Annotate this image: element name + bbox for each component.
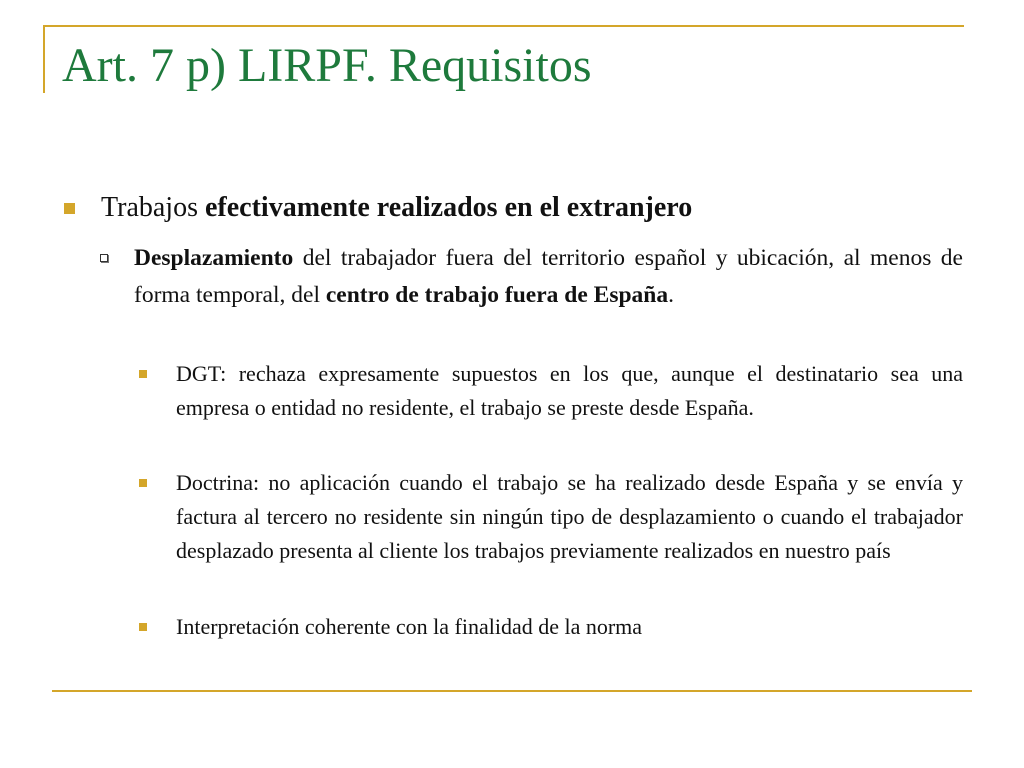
square-bullet-icon	[139, 370, 147, 378]
bullet-level2-bold-start: Desplazamiento	[134, 245, 294, 271]
bullet-level1-bold: efectivamente realizados en el extranjero	[204, 192, 693, 223]
bullet-level2-text	[134, 240, 963, 314]
bullet-level3-text: Doctrina: no aplicación cuando el trabajo se ha realizado desde España y se envía y factura al tercero no residente sin ningún tipo de desplazamiento o cuando el trabajador desplazado presenta al cliente los trabajos previamente realizados en nuestro país	[176, 470, 963, 563]
top-frame-line	[43, 25, 964, 27]
bullet-level2-bold-end: centro de trabajo fuera de España	[325, 282, 669, 308]
bullet-level3-text: Interpretación coherente con la finalidad de la norma	[176, 614, 643, 639]
bullet-level3-text: DGT: rechaza expresamente supuestos en los que, aunque el destinatario sea una empresa o entidad no residente, el trabajo se preste desde España.	[176, 361, 963, 420]
bullet-level2-end: .	[668, 282, 674, 308]
square-bullet-icon	[64, 203, 75, 214]
bullet-level2	[100, 240, 963, 314]
bullet-level1	[64, 190, 692, 226]
square-bullet-icon	[139, 623, 147, 631]
bullet-level2-middle: del trabajador fuera del territorio español y ubicación, al menos de forma temporal, del	[134, 245, 963, 308]
bullet-level3-interpretacion	[139, 610, 963, 644]
square-bullet-icon	[139, 479, 147, 487]
bottom-divider-line	[52, 690, 972, 692]
bullet-level3-doctrina	[139, 466, 963, 568]
left-frame-line	[43, 25, 45, 93]
bullet-level1-text	[101, 190, 692, 226]
bullet-level3-dgt	[139, 357, 963, 425]
slide-title: Art. 7 p) LIRPF. Requisitos	[62, 39, 592, 92]
bullet-level1-prefix: Trabajos	[101, 192, 205, 223]
hollow-square-bullet-icon	[100, 254, 108, 262]
